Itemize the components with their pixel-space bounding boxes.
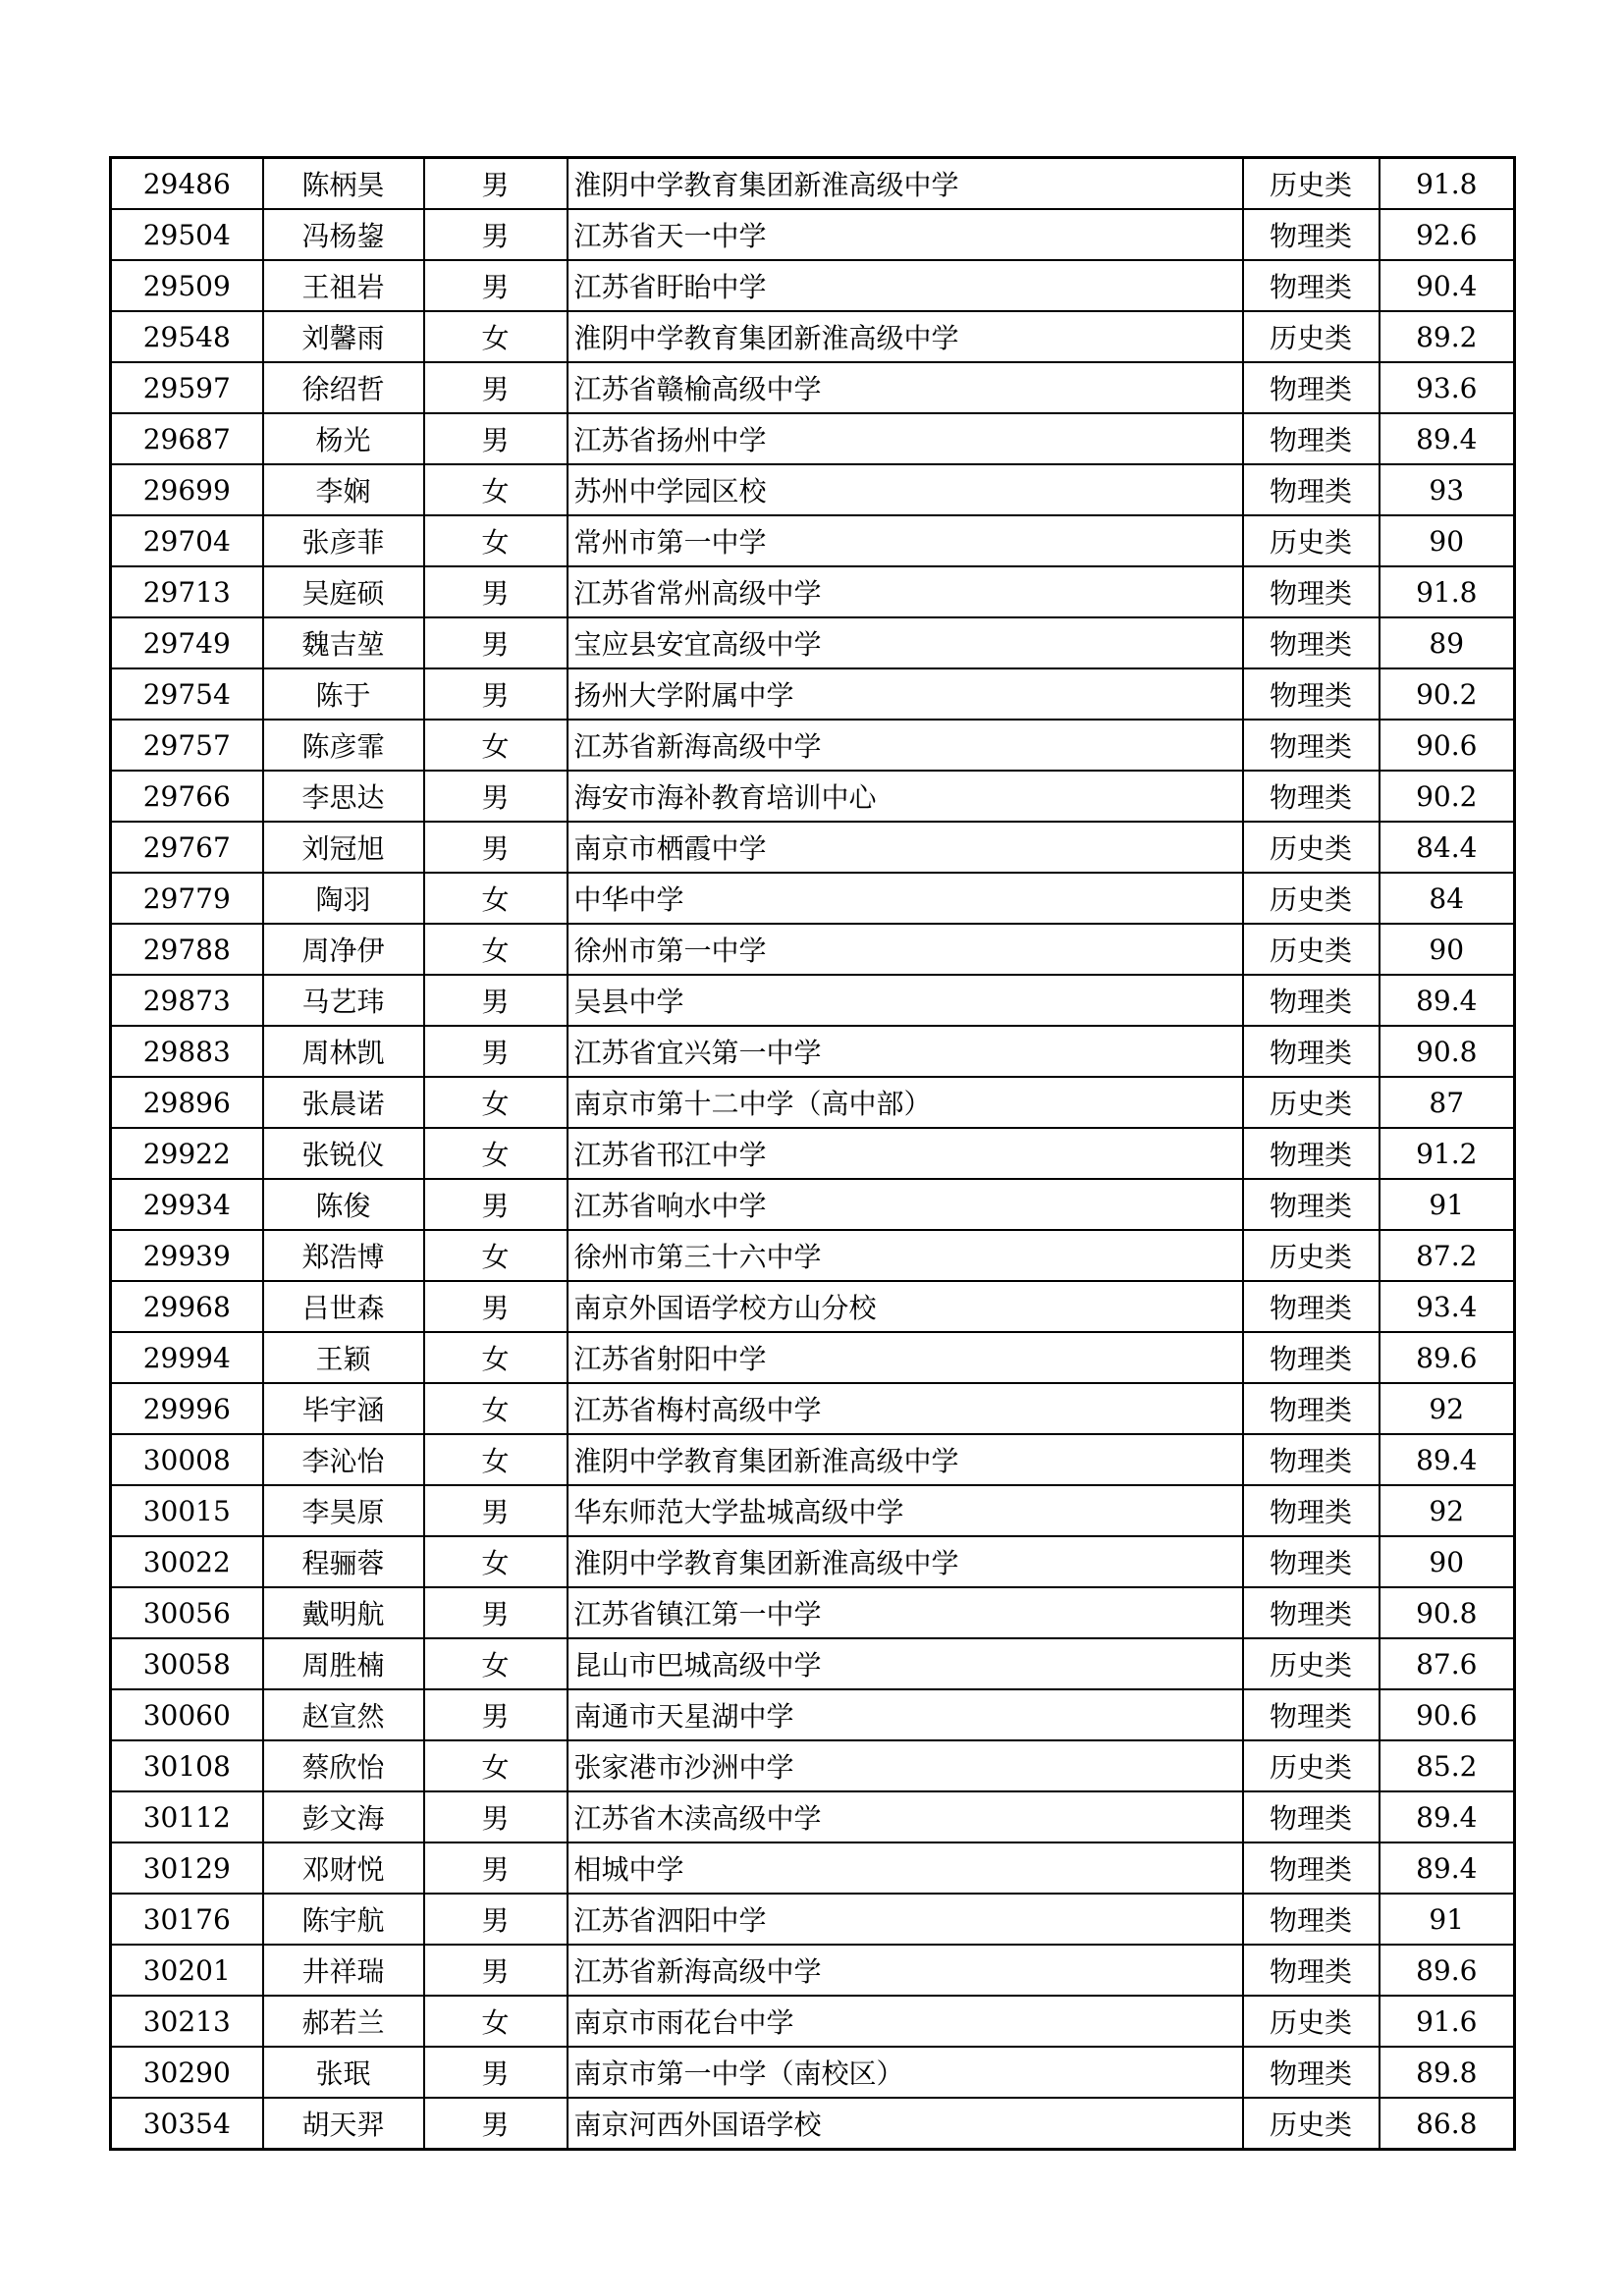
gender-cell: 女 — [424, 1332, 568, 1383]
score-cell: 89.2 — [1380, 311, 1515, 362]
candidate-id-cell: 30015 — [111, 1485, 263, 1536]
subject-category-cell: 历史类 — [1243, 1638, 1380, 1689]
school-cell: 江苏省扬州中学 — [568, 413, 1243, 464]
table-row — [111, 1638, 1515, 1689]
subject-category-cell: 物理类 — [1243, 1434, 1380, 1485]
candidate-name-cell: 郝若兰 — [263, 1996, 424, 2047]
school-cell: 江苏省响水中学 — [568, 1179, 1243, 1230]
gender-cell: 女 — [424, 1077, 568, 1128]
score-cell: 86.8 — [1380, 2098, 1515, 2150]
candidate-name-cell: 张珉 — [263, 2047, 424, 2098]
gender-cell: 女 — [424, 515, 568, 566]
table-row — [111, 1996, 1515, 2047]
score-cell: 90.4 — [1380, 260, 1515, 311]
table-row — [111, 668, 1515, 720]
subject-category-cell: 历史类 — [1243, 1077, 1380, 1128]
score-cell: 92 — [1380, 1485, 1515, 1536]
candidate-name-cell: 刘馨雨 — [263, 311, 424, 362]
candidate-name-cell: 蔡欣怡 — [263, 1740, 424, 1791]
subject-category-cell: 历史类 — [1243, 1996, 1380, 2047]
gender-cell: 女 — [424, 720, 568, 771]
candidate-name-cell: 陶羽 — [263, 873, 424, 924]
table-row — [111, 209, 1515, 260]
table-row — [111, 464, 1515, 515]
school-cell: 淮阴中学教育集团新淮高级中学 — [568, 158, 1243, 210]
subject-category-cell: 物理类 — [1243, 1383, 1380, 1434]
school-cell: 中华中学 — [568, 873, 1243, 924]
table-row — [111, 515, 1515, 566]
score-cell: 92 — [1380, 1383, 1515, 1434]
table-row — [111, 362, 1515, 413]
school-cell: 南京市雨花台中学 — [568, 1996, 1243, 2047]
gender-cell: 男 — [424, 1689, 568, 1740]
candidate-name-cell: 张彦菲 — [263, 515, 424, 566]
table-row — [111, 1587, 1515, 1638]
gender-cell: 女 — [424, 1536, 568, 1587]
score-cell: 89 — [1380, 617, 1515, 668]
table-row — [111, 1740, 1515, 1791]
score-cell: 91.8 — [1380, 566, 1515, 617]
table-row — [111, 566, 1515, 617]
score-cell: 89.4 — [1380, 1434, 1515, 1485]
candidate-name-cell: 毕宇涵 — [263, 1383, 424, 1434]
school-cell: 华东师范大学盐城高级中学 — [568, 1485, 1243, 1536]
gender-cell: 男 — [424, 1945, 568, 1996]
gender-cell: 男 — [424, 413, 568, 464]
candidate-id-cell: 30060 — [111, 1689, 263, 1740]
candidate-name-cell: 李娴 — [263, 464, 424, 515]
table-row — [111, 873, 1515, 924]
subject-category-cell: 物理类 — [1243, 362, 1380, 413]
subject-category-cell: 历史类 — [1243, 515, 1380, 566]
table-row — [111, 1485, 1515, 1536]
candidate-name-cell: 王颖 — [263, 1332, 424, 1383]
candidate-name-cell: 周胜楠 — [263, 1638, 424, 1689]
school-cell: 南京市栖霞中学 — [568, 822, 1243, 873]
candidate-id-cell: 29994 — [111, 1332, 263, 1383]
score-cell: 89.4 — [1380, 413, 1515, 464]
school-cell: 淮阴中学教育集团新淮高级中学 — [568, 1434, 1243, 1485]
subject-category-cell: 物理类 — [1243, 1689, 1380, 1740]
gender-cell: 男 — [424, 822, 568, 873]
table-row — [111, 1128, 1515, 1179]
gender-cell: 女 — [424, 1383, 568, 1434]
subject-category-cell: 物理类 — [1243, 2047, 1380, 2098]
score-cell: 87.2 — [1380, 1230, 1515, 1281]
table-row — [111, 1332, 1515, 1383]
score-cell: 91.8 — [1380, 158, 1515, 210]
candidate-id-cell: 29749 — [111, 617, 263, 668]
score-cell: 90.2 — [1380, 668, 1515, 720]
table-row — [111, 2047, 1515, 2098]
school-cell: 宝应县安宜高级中学 — [568, 617, 1243, 668]
subject-category-cell: 物理类 — [1243, 1332, 1380, 1383]
gender-cell: 男 — [424, 975, 568, 1026]
candidate-id-cell: 30129 — [111, 1842, 263, 1894]
school-cell: 南京外国语学校方山分校 — [568, 1281, 1243, 1332]
subject-category-cell: 物理类 — [1243, 1842, 1380, 1894]
candidate-id-cell: 29883 — [111, 1026, 263, 1077]
candidate-name-cell: 刘冠旭 — [263, 822, 424, 873]
score-cell: 90 — [1380, 515, 1515, 566]
candidate-name-cell: 周净伊 — [263, 924, 424, 975]
score-cell: 89.6 — [1380, 1945, 1515, 1996]
gender-cell: 女 — [424, 1128, 568, 1179]
table-row — [111, 720, 1515, 771]
subject-category-cell: 物理类 — [1243, 1536, 1380, 1587]
candidate-name-cell: 张锐仪 — [263, 1128, 424, 1179]
score-cell: 87.6 — [1380, 1638, 1515, 1689]
candidate-name-cell: 冯杨鋆 — [263, 209, 424, 260]
score-cell: 91 — [1380, 1894, 1515, 1945]
subject-category-cell: 物理类 — [1243, 1179, 1380, 1230]
candidate-name-cell: 陈于 — [263, 668, 424, 720]
school-cell: 徐州市第三十六中学 — [568, 1230, 1243, 1281]
school-cell: 江苏省宜兴第一中学 — [568, 1026, 1243, 1077]
score-cell: 90 — [1380, 924, 1515, 975]
table-row — [111, 1894, 1515, 1945]
score-cell: 89.4 — [1380, 975, 1515, 1026]
candidate-name-cell: 王祖岩 — [263, 260, 424, 311]
gender-cell: 男 — [424, 566, 568, 617]
table-row — [111, 617, 1515, 668]
gender-cell: 男 — [424, 1587, 568, 1638]
subject-category-cell: 物理类 — [1243, 975, 1380, 1026]
score-cell: 90.2 — [1380, 771, 1515, 822]
candidate-name-cell: 杨光 — [263, 413, 424, 464]
table-row — [111, 1434, 1515, 1485]
subject-category-cell: 物理类 — [1243, 1485, 1380, 1536]
school-cell: 南京市第一中学（南校区） — [568, 2047, 1243, 2098]
gender-cell: 男 — [424, 260, 568, 311]
candidate-name-cell: 吕世森 — [263, 1281, 424, 1332]
table-row — [111, 1281, 1515, 1332]
table-row — [111, 1945, 1515, 1996]
candidate-id-cell: 29704 — [111, 515, 263, 566]
gender-cell: 男 — [424, 1179, 568, 1230]
candidate-id-cell: 30290 — [111, 2047, 263, 2098]
gender-cell: 男 — [424, 158, 568, 210]
candidate-name-cell: 吴庭硕 — [263, 566, 424, 617]
gender-cell: 男 — [424, 362, 568, 413]
school-cell: 常州市第一中学 — [568, 515, 1243, 566]
table-row — [111, 1383, 1515, 1434]
gender-cell: 女 — [424, 873, 568, 924]
subject-category-cell: 物理类 — [1243, 1894, 1380, 1945]
candidate-name-cell: 徐绍哲 — [263, 362, 424, 413]
gender-cell: 女 — [424, 1996, 568, 2047]
candidate-name-cell: 彭文海 — [263, 1791, 424, 1842]
subject-category-cell: 物理类 — [1243, 1791, 1380, 1842]
candidate-id-cell: 29597 — [111, 362, 263, 413]
school-cell: 江苏省新海高级中学 — [568, 720, 1243, 771]
candidate-id-cell: 29699 — [111, 464, 263, 515]
candidate-id-cell: 30022 — [111, 1536, 263, 1587]
school-cell: 江苏省赣榆高级中学 — [568, 362, 1243, 413]
roster-body — [111, 158, 1515, 2150]
table-row — [111, 1689, 1515, 1740]
candidate-id-cell: 29757 — [111, 720, 263, 771]
candidate-name-cell: 魏吉堃 — [263, 617, 424, 668]
subject-category-cell: 历史类 — [1243, 873, 1380, 924]
subject-category-cell: 物理类 — [1243, 771, 1380, 822]
subject-category-cell: 历史类 — [1243, 1230, 1380, 1281]
score-cell: 93.6 — [1380, 362, 1515, 413]
subject-category-cell: 物理类 — [1243, 617, 1380, 668]
candidate-name-cell: 陈宇航 — [263, 1894, 424, 1945]
gender-cell: 女 — [424, 1740, 568, 1791]
school-cell: 江苏省镇江第一中学 — [568, 1587, 1243, 1638]
subject-category-cell: 历史类 — [1243, 311, 1380, 362]
school-cell: 江苏省泗阳中学 — [568, 1894, 1243, 1945]
candidate-id-cell: 30008 — [111, 1434, 263, 1485]
subject-category-cell: 物理类 — [1243, 566, 1380, 617]
candidate-name-cell: 胡天羿 — [263, 2098, 424, 2150]
subject-category-cell: 物理类 — [1243, 413, 1380, 464]
school-cell: 南京河西外国语学校 — [568, 2098, 1243, 2150]
score-cell: 93.4 — [1380, 1281, 1515, 1332]
subject-category-cell: 物理类 — [1243, 1281, 1380, 1332]
candidate-id-cell: 30056 — [111, 1587, 263, 1638]
school-cell: 苏州中学园区校 — [568, 464, 1243, 515]
candidate-id-cell: 29873 — [111, 975, 263, 1026]
candidate-id-cell: 29779 — [111, 873, 263, 924]
school-cell: 江苏省邗江中学 — [568, 1128, 1243, 1179]
candidate-name-cell: 周林凯 — [263, 1026, 424, 1077]
school-cell: 江苏省梅村高级中学 — [568, 1383, 1243, 1434]
table-row — [111, 2098, 1515, 2150]
gender-cell: 女 — [424, 1638, 568, 1689]
candidate-name-cell: 陈彦霏 — [263, 720, 424, 771]
subject-category-cell: 历史类 — [1243, 158, 1380, 210]
table-row — [111, 1842, 1515, 1894]
candidate-name-cell: 井祥瑞 — [263, 1945, 424, 1996]
candidate-id-cell: 30213 — [111, 1996, 263, 2047]
school-cell: 江苏省木渎高级中学 — [568, 1791, 1243, 1842]
gender-cell: 女 — [424, 464, 568, 515]
gender-cell: 男 — [424, 209, 568, 260]
score-cell: 87 — [1380, 1077, 1515, 1128]
score-cell: 85.2 — [1380, 1740, 1515, 1791]
candidate-name-cell: 郑浩博 — [263, 1230, 424, 1281]
subject-category-cell: 物理类 — [1243, 668, 1380, 720]
gender-cell: 男 — [424, 617, 568, 668]
score-cell: 90.8 — [1380, 1587, 1515, 1638]
score-cell: 91.6 — [1380, 1996, 1515, 2047]
table-row — [111, 975, 1515, 1026]
table-row — [111, 260, 1515, 311]
candidate-id-cell: 30354 — [111, 2098, 263, 2150]
table-row — [111, 1536, 1515, 1587]
school-cell: 相城中学 — [568, 1842, 1243, 1894]
candidate-id-cell: 29996 — [111, 1383, 263, 1434]
school-cell: 江苏省射阳中学 — [568, 1332, 1243, 1383]
candidate-id-cell: 29548 — [111, 311, 263, 362]
score-cell: 91 — [1380, 1179, 1515, 1230]
score-cell: 93 — [1380, 464, 1515, 515]
subject-category-cell: 物理类 — [1243, 260, 1380, 311]
candidate-name-cell: 陈柄昊 — [263, 158, 424, 210]
school-cell: 江苏省新海高级中学 — [568, 1945, 1243, 1996]
candidate-id-cell: 29713 — [111, 566, 263, 617]
gender-cell: 男 — [424, 668, 568, 720]
candidate-name-cell: 李沁怡 — [263, 1434, 424, 1485]
candidate-name-cell: 邓财悦 — [263, 1842, 424, 1894]
gender-cell: 男 — [424, 1485, 568, 1536]
school-cell: 江苏省常州高级中学 — [568, 566, 1243, 617]
candidate-id-cell: 29504 — [111, 209, 263, 260]
gender-cell: 男 — [424, 2098, 568, 2150]
table-row — [111, 822, 1515, 873]
candidate-id-cell: 29754 — [111, 668, 263, 720]
table-row — [111, 413, 1515, 464]
score-cell: 90.8 — [1380, 1026, 1515, 1077]
candidate-name-cell: 赵宣然 — [263, 1689, 424, 1740]
school-cell: 昆山市巴城高级中学 — [568, 1638, 1243, 1689]
school-cell: 扬州大学附属中学 — [568, 668, 1243, 720]
table-row — [111, 1179, 1515, 1230]
gender-cell: 男 — [424, 2047, 568, 2098]
score-cell: 89.4 — [1380, 1842, 1515, 1894]
subject-category-cell: 物理类 — [1243, 464, 1380, 515]
table-row — [111, 1791, 1515, 1842]
school-cell: 徐州市第一中学 — [568, 924, 1243, 975]
candidate-id-cell: 30201 — [111, 1945, 263, 1996]
score-cell: 89.6 — [1380, 1332, 1515, 1383]
gender-cell: 女 — [424, 1434, 568, 1485]
score-cell: 84 — [1380, 873, 1515, 924]
school-cell: 淮阴中学教育集团新淮高级中学 — [568, 1536, 1243, 1587]
candidate-id-cell: 29968 — [111, 1281, 263, 1332]
candidate-id-cell: 30112 — [111, 1791, 263, 1842]
subject-category-cell: 物理类 — [1243, 209, 1380, 260]
candidate-id-cell: 29934 — [111, 1179, 263, 1230]
gender-cell: 女 — [424, 311, 568, 362]
table-row — [111, 1026, 1515, 1077]
score-cell: 90 — [1380, 1536, 1515, 1587]
score-cell: 84.4 — [1380, 822, 1515, 873]
candidate-id-cell: 29766 — [111, 771, 263, 822]
score-cell: 89.4 — [1380, 1791, 1515, 1842]
subject-category-cell: 物理类 — [1243, 1128, 1380, 1179]
candidate-name-cell: 戴明航 — [263, 1587, 424, 1638]
gender-cell: 女 — [424, 924, 568, 975]
score-cell: 90.6 — [1380, 1689, 1515, 1740]
subject-category-cell: 物理类 — [1243, 1945, 1380, 1996]
candidate-id-cell: 29687 — [111, 413, 263, 464]
gender-cell: 男 — [424, 1026, 568, 1077]
candidate-id-cell: 29486 — [111, 158, 263, 210]
table-row — [111, 924, 1515, 975]
gender-cell: 女 — [424, 1230, 568, 1281]
school-cell: 张家港市沙洲中学 — [568, 1740, 1243, 1791]
subject-category-cell: 历史类 — [1243, 1740, 1380, 1791]
school-cell: 南通市天星湖中学 — [568, 1689, 1243, 1740]
candidate-id-cell: 30058 — [111, 1638, 263, 1689]
admission-roster-table — [109, 156, 1516, 2151]
candidate-name-cell: 程骊蓉 — [263, 1536, 424, 1587]
school-cell: 江苏省天一中学 — [568, 209, 1243, 260]
gender-cell: 男 — [424, 1842, 568, 1894]
score-cell: 90.6 — [1380, 720, 1515, 771]
candidate-name-cell: 陈俊 — [263, 1179, 424, 1230]
candidate-id-cell: 29939 — [111, 1230, 263, 1281]
candidate-id-cell: 29922 — [111, 1128, 263, 1179]
school-cell: 吴县中学 — [568, 975, 1243, 1026]
table-row — [111, 1077, 1515, 1128]
gender-cell: 男 — [424, 1894, 568, 1945]
subject-category-cell: 物理类 — [1243, 1026, 1380, 1077]
gender-cell: 男 — [424, 771, 568, 822]
school-cell: 淮阴中学教育集团新淮高级中学 — [568, 311, 1243, 362]
candidate-id-cell: 29509 — [111, 260, 263, 311]
candidate-id-cell: 30176 — [111, 1894, 263, 1945]
subject-category-cell: 物理类 — [1243, 1587, 1380, 1638]
subject-category-cell: 历史类 — [1243, 2098, 1380, 2150]
table-row — [111, 311, 1515, 362]
candidate-name-cell: 马艺玮 — [263, 975, 424, 1026]
subject-category-cell: 物理类 — [1243, 720, 1380, 771]
subject-category-cell: 历史类 — [1243, 924, 1380, 975]
candidate-id-cell: 29788 — [111, 924, 263, 975]
table-row — [111, 771, 1515, 822]
table-row — [111, 158, 1515, 210]
score-cell: 91.2 — [1380, 1128, 1515, 1179]
school-cell: 海安市海补教育培训中心 — [568, 771, 1243, 822]
subject-category-cell: 历史类 — [1243, 822, 1380, 873]
table-row — [111, 1230, 1515, 1281]
school-cell: 江苏省盱眙中学 — [568, 260, 1243, 311]
candidate-id-cell: 29896 — [111, 1077, 263, 1128]
score-cell: 89.8 — [1380, 2047, 1515, 2098]
school-cell: 南京市第十二中学（高中部） — [568, 1077, 1243, 1128]
candidate-name-cell: 李思达 — [263, 771, 424, 822]
score-cell: 92.6 — [1380, 209, 1515, 260]
gender-cell: 男 — [424, 1791, 568, 1842]
candidate-id-cell: 30108 — [111, 1740, 263, 1791]
candidate-name-cell: 李昊原 — [263, 1485, 424, 1536]
candidate-name-cell: 张晨诺 — [263, 1077, 424, 1128]
gender-cell: 男 — [424, 1281, 568, 1332]
candidate-id-cell: 29767 — [111, 822, 263, 873]
